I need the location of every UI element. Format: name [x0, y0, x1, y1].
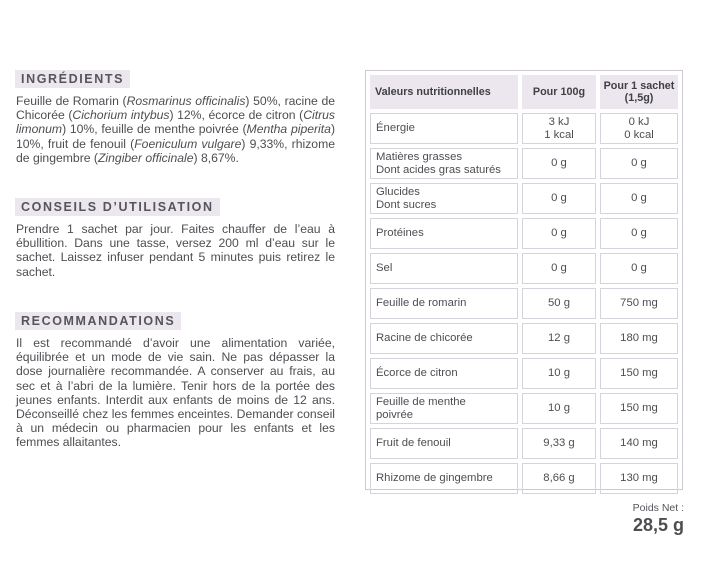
table-row	[370, 253, 678, 284]
row-name: Protéines	[370, 218, 518, 249]
recommandations-section	[13, 312, 335, 450]
header-per-sachet: Pour 1 sachet (1,5g)	[600, 75, 678, 109]
table-row	[370, 148, 678, 179]
row-per-100g: 0 g	[522, 183, 596, 214]
row-per-sachet: 0 kJ 0 kcal	[600, 113, 678, 144]
row-name: Écorce de citron	[370, 358, 518, 389]
row-per-100g: 12 g	[522, 323, 596, 354]
table-row	[370, 183, 678, 214]
recommandations-text: Il est recommandé d’avoir une alimentation variée, équilibrée et un mode de vie sain. Ne pas dépasser la dose journalière recommandée. A conserver au frais, au sec et à l’abri de la lumière. Tenir hors de la portée des jeunes enfants. Interdit aux enfants de moins de 12 ans. Déconseillé chez les femmes enceintes. Demander conseil à un médecin ou pharmacien pour les enfants et les femmes allaitantes.	[16, 336, 335, 450]
row-per-sachet: 140 mg	[600, 428, 678, 459]
table-row	[370, 113, 678, 144]
row-name: Feuille de menthe poivrée	[370, 393, 518, 424]
row-name: Glucides Dont sucres	[370, 183, 518, 214]
header-nutrition: Valeurs nutritionnelles	[370, 75, 518, 109]
row-per-100g: 8,66 g	[522, 463, 596, 494]
table-row	[370, 323, 678, 354]
row-name: Fruit de fenouil	[370, 428, 518, 459]
row-name: Énergie	[370, 113, 518, 144]
row-per-sachet: 0 g	[600, 218, 678, 249]
row-name: Feuille de romarin	[370, 288, 518, 319]
row-name: Sel	[370, 253, 518, 284]
row-per-100g: 10 g	[522, 393, 596, 424]
row-per-100g: 0 g	[522, 218, 596, 249]
row-per-sachet: 0 g	[600, 183, 678, 214]
row-per-sachet: 0 g	[600, 148, 678, 179]
row-per-sachet: 750 mg	[600, 288, 678, 319]
row-per-sachet: 150 mg	[600, 393, 678, 424]
row-per-sachet: 180 mg	[600, 323, 678, 354]
ingredients-section	[13, 70, 335, 165]
conseils-section	[13, 198, 335, 279]
nutrition-table	[365, 70, 683, 490]
row-name: Rhizome de gingembre	[370, 463, 518, 494]
row-name: Racine de chicorée	[370, 323, 518, 354]
table-row	[370, 358, 678, 389]
row-name: Matières grasses Dont acides gras saturés	[370, 148, 518, 179]
recommandations-title: RECOMMANDATIONS	[15, 312, 181, 330]
net-weight-label: Poids Net :	[632, 502, 684, 514]
table-row	[370, 393, 678, 424]
table-row	[370, 428, 678, 459]
conseils-text: Prendre 1 sachet par jour. Faites chauffer de l’eau à ébullition. Dans une tasse, versez 200 ml d’eau sur le sachet. Laissez infuser pendant 5 minutes puis retirez le sachet.	[16, 222, 335, 279]
ingredients-title: INGRÉDIENTS	[15, 70, 130, 88]
conseils-title: CONSEILS D’UTILISATION	[15, 198, 220, 216]
header-per-100g: Pour 100g	[522, 75, 596, 109]
table-row	[370, 288, 678, 319]
row-per-100g: 0 g	[522, 253, 596, 284]
table-row	[370, 218, 678, 249]
net-weight	[633, 502, 684, 536]
table-row	[370, 463, 678, 494]
row-per-sachet: 0 g	[600, 253, 678, 284]
net-weight-value: 28,5 g	[632, 515, 684, 535]
row-per-sachet: 130 mg	[600, 463, 678, 494]
row-per-sachet: 150 mg	[600, 358, 678, 389]
row-per-100g: 10 g	[522, 358, 596, 389]
row-per-100g: 0 g	[522, 148, 596, 179]
row-per-100g: 50 g	[522, 288, 596, 319]
row-per-100g: 3 kJ 1 kcal	[522, 113, 596, 144]
row-per-100g: 9,33 g	[522, 428, 596, 459]
ingredients-text: Feuille de Romarin (Rosmarinus officinalis) 50%, racine de Chicorée (Cichorium intybus) 12%, écorce de citron (Citrus limonum) 10%, feuille de menthe poivrée (Mentha piperita) 10%, fruit de fenouil (Foeniculum vulgare) 9,33%, rhizome de gingembre (Zingiber officinale) 8,67%.	[16, 94, 336, 165]
